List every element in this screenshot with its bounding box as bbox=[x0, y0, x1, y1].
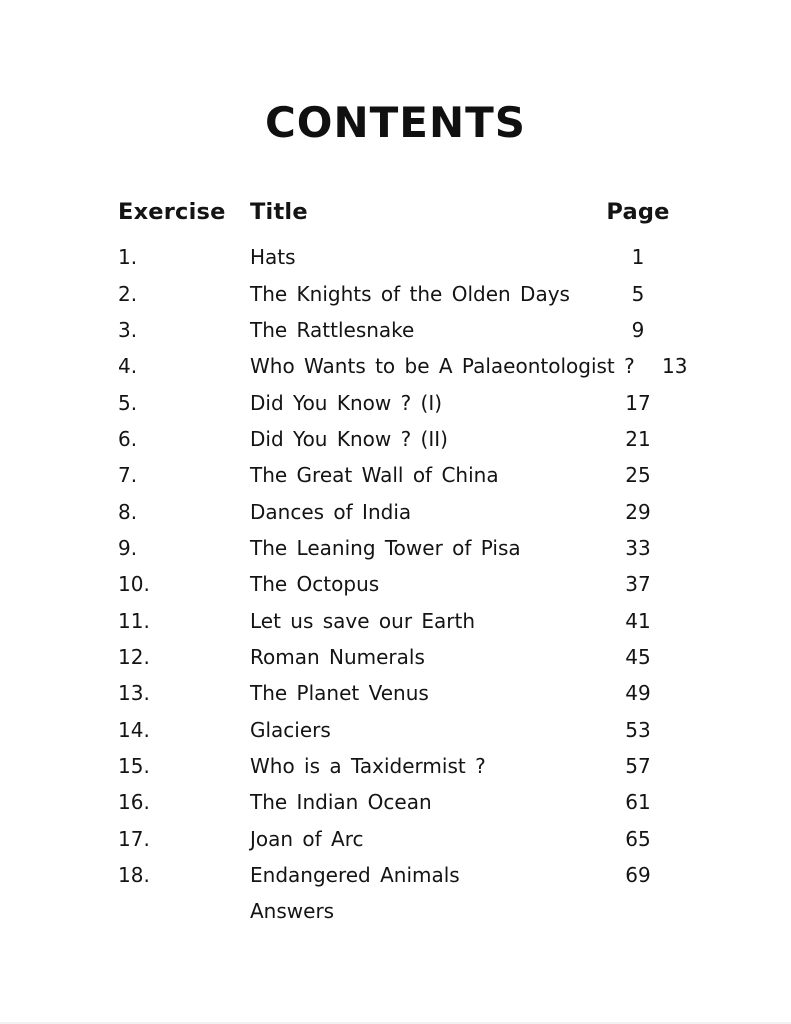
table-row bbox=[118, 239, 678, 275]
row-page-number: 53 bbox=[625, 717, 651, 742]
table-row bbox=[118, 675, 678, 711]
header-exercise: Exercise bbox=[118, 199, 226, 225]
row-title: Joan of Arc bbox=[250, 826, 364, 851]
table-row bbox=[118, 566, 678, 602]
row-exercise-number: 9. bbox=[118, 535, 138, 560]
row-exercise-number: 1. bbox=[118, 245, 138, 270]
row-title: Roman Numerals bbox=[250, 644, 425, 669]
row-page-number: 29 bbox=[625, 499, 651, 524]
row-title: The Octopus bbox=[250, 572, 380, 597]
header-title: Title bbox=[250, 199, 308, 225]
row-title: Answers bbox=[250, 899, 335, 924]
row-exercise-number: 4. bbox=[118, 354, 138, 379]
row-exercise-number: 17. bbox=[118, 826, 150, 851]
row-page-number: 69 bbox=[625, 863, 651, 888]
row-exercise-number: 8. bbox=[118, 499, 138, 524]
row-exercise-number: 3. bbox=[118, 317, 138, 342]
toc-rows bbox=[118, 239, 688, 930]
table-row bbox=[118, 602, 678, 638]
table-row bbox=[118, 784, 678, 820]
table-row bbox=[118, 275, 678, 311]
row-exercise-number: 13. bbox=[118, 681, 150, 706]
row-title: Let us save our Earth bbox=[250, 608, 476, 633]
row-page-number: 13 bbox=[662, 354, 688, 379]
row-exercise-number: 18. bbox=[118, 863, 150, 888]
row-exercise-number: 12. bbox=[118, 644, 150, 669]
row-page-number: 45 bbox=[625, 644, 651, 669]
row-page-number: 57 bbox=[625, 753, 651, 778]
row-title: Did You Know ? (II) bbox=[250, 426, 448, 451]
row-page-number: 1 bbox=[631, 245, 645, 270]
row-title: Did You Know ? (I) bbox=[250, 390, 443, 415]
table-row bbox=[118, 312, 678, 348]
table-row bbox=[118, 893, 678, 929]
row-exercise-number: 16. bbox=[118, 790, 150, 815]
row-exercise-number: 5. bbox=[118, 390, 138, 415]
row-page-number: 61 bbox=[625, 790, 651, 815]
row-page-number: 49 bbox=[625, 681, 651, 706]
row-exercise-number: 2. bbox=[118, 281, 138, 306]
row-page-number: 25 bbox=[625, 463, 651, 488]
table-row bbox=[118, 384, 678, 420]
row-title: The Rattlesnake bbox=[250, 317, 415, 342]
table-row bbox=[118, 639, 678, 675]
row-title: Glaciers bbox=[250, 717, 331, 742]
row-title: The Planet Venus bbox=[250, 681, 429, 706]
table-row bbox=[118, 493, 678, 529]
row-title: Who is a Taxidermist ? bbox=[250, 753, 486, 778]
table-row bbox=[118, 348, 688, 384]
row-title: The Leaning Tower of Pisa bbox=[250, 535, 521, 560]
row-title: The Great Wall of China bbox=[250, 463, 499, 488]
row-page-number: 37 bbox=[625, 572, 651, 597]
header-page: Page bbox=[606, 199, 670, 225]
row-exercise-number: 14. bbox=[118, 717, 150, 742]
toc-table bbox=[118, 194, 688, 930]
row-title: The Indian Ocean bbox=[250, 790, 432, 815]
table-row bbox=[118, 530, 678, 566]
table-row bbox=[118, 748, 678, 784]
row-exercise-number: 10. bbox=[118, 572, 150, 597]
table-row bbox=[118, 821, 678, 857]
row-exercise-number: 11. bbox=[118, 608, 150, 633]
row-exercise-number: 6. bbox=[118, 426, 138, 451]
row-title: Hats bbox=[250, 245, 296, 270]
row-exercise-number: 15. bbox=[118, 753, 150, 778]
row-page-number: 9 bbox=[631, 317, 645, 342]
row-title: Dances of India bbox=[250, 499, 412, 524]
table-row bbox=[118, 421, 678, 457]
table-row bbox=[118, 457, 678, 493]
row-page-number: 5 bbox=[631, 281, 645, 306]
page-title: CONTENTS bbox=[264, 98, 527, 147]
row-title: The Knights of the Olden Days bbox=[250, 281, 570, 306]
row-page-number: 21 bbox=[625, 426, 651, 451]
toc-header-row bbox=[118, 194, 678, 230]
row-page-number: 65 bbox=[625, 826, 651, 851]
row-exercise-number: 7. bbox=[118, 463, 138, 488]
table-row bbox=[118, 857, 678, 893]
row-title: Endangered Animals bbox=[250, 863, 460, 888]
row-title: Who Wants to be A Palaeontologist ? bbox=[250, 354, 635, 379]
row-page-number: 41 bbox=[625, 608, 651, 633]
table-row bbox=[118, 711, 678, 747]
row-page-number: 33 bbox=[625, 535, 651, 560]
row-page-number: 17 bbox=[625, 390, 651, 415]
